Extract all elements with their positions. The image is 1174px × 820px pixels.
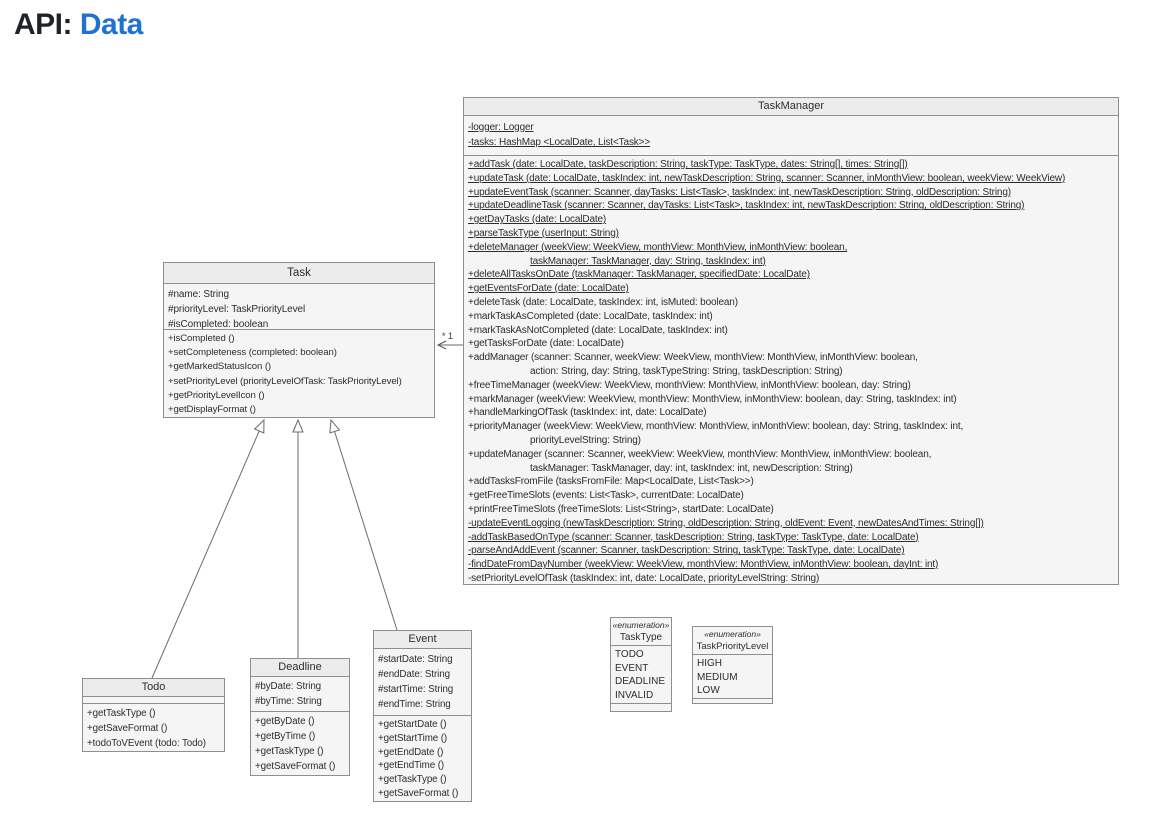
- method-row: +getPriorityLevelIcon (): [168, 389, 265, 401]
- method-row: +priorityManager (weekView: WeekView, monthView: MonthView, inMonthView: boolean, day: String, taskIndex: int,: [468, 421, 964, 433]
- method-row: +getStartTime (): [378, 732, 448, 744]
- method-row: +getFreeTimeSlots (events: List<Task>, currentDate: LocalDate): [468, 490, 744, 502]
- enum-tasktype: [610, 617, 672, 712]
- enum-value: HIGH: [697, 658, 722, 669]
- enum-tasktype-values: [611, 646, 671, 704]
- method-row: +getTaskType (): [87, 708, 156, 719]
- page-title-prefix: API:: [14, 8, 72, 41]
- method-row: +getEventsForDate (date: LocalDate): [468, 283, 629, 295]
- method-row: -parseAndAddEvent (scanner: Scanner, taskDescription: String, taskType: TaskType, date: LocalDate): [468, 545, 905, 557]
- method-row: +addTask (date: LocalDate, taskDescription: String, taskType: TaskType, dates: String[], times: String[]): [468, 159, 908, 170]
- method-row: +getByTime (): [255, 731, 316, 742]
- enum-taskprioritylevel: [692, 626, 773, 704]
- attribute-row: -logger: Logger: [468, 122, 534, 133]
- method-row: taskManager: TaskManager, day: int, taskIndex: int, newDescription: String): [530, 462, 853, 474]
- class-taskmanager-attributes: [464, 116, 1118, 156]
- enum-value: INVALID: [615, 689, 654, 701]
- attribute-row: #endDate: String: [378, 669, 450, 680]
- enum-tasktype-footer: [611, 704, 671, 712]
- method-row: +setPriorityLevel (priorityLevelOfTask: TaskPriorityLevel): [168, 375, 402, 387]
- class-taskmanager-name: TaskManager: [464, 98, 1118, 116]
- class-taskmanager-methods: [464, 156, 1118, 585]
- enum-value: EVENT: [615, 662, 649, 674]
- method-row: +getSaveFormat (): [87, 723, 168, 734]
- method-row: -addTaskBasedOnType (scanner: Scanner, taskDescription: String, taskType: TaskType, date: LocalDate): [468, 531, 919, 543]
- method-row: taskManager: TaskManager, day: String, taskIndex: int): [530, 255, 766, 267]
- method-row: +deleteAllTasksOnDate (taskManager: TaskManager, specifiedDate: LocalDate): [468, 269, 810, 281]
- method-row: +getByDate (): [255, 716, 315, 727]
- enum-value: TODO: [615, 649, 644, 660]
- association-multiplicity-label: * 1: [442, 331, 454, 341]
- method-row: +todoToVEvent (todo: Todo): [87, 738, 206, 749]
- class-event-name: Event: [374, 631, 471, 649]
- attribute-row: #byDate: String: [255, 681, 322, 692]
- enum-value: MEDIUM: [697, 671, 738, 683]
- method-row: +updateDeadlineTask (scanner: Scanner, dayTasks: List<Task>, taskIndex: int, newTaskDescription: String, oldDescription: String): [468, 200, 1025, 212]
- method-row: +getSaveFormat (): [378, 787, 459, 799]
- class-task-name: Task: [164, 263, 434, 284]
- class-event: [373, 630, 472, 802]
- enum-value: LOW: [697, 685, 720, 696]
- method-row: +markTaskAsCompleted (date: LocalDate, taskIndex: int): [468, 310, 713, 322]
- enum-value: DEADLINE: [615, 676, 666, 687]
- method-row: action: String, day: String, taskTypeString: String, taskDescription: String): [530, 365, 843, 377]
- class-task-methods: [164, 330, 434, 417]
- method-row: +deleteManager (weekView: WeekView, monthView: MonthView, inMonthView: boolean,: [468, 241, 848, 253]
- attribute-row: -tasks: HashMap <LocalDate, List<Task>>: [468, 137, 651, 148]
- class-deadline-attributes: [251, 677, 349, 712]
- class-deadline-methods: [251, 712, 349, 774]
- method-row: +addManager (scanner: Scanner, weekView: WeekView, monthView: MonthView, inMonthView: boolean,: [468, 352, 918, 364]
- attribute-row: #isCompleted: boolean: [168, 318, 269, 330]
- class-deadline-name: Deadline: [251, 659, 349, 677]
- method-row: +updateManager (scanner: Scanner, weekView: WeekView, monthView: MonthView, inMonthView: boolean,: [468, 448, 932, 460]
- method-row: -updateEventLogging (newTaskDescription: String, oldDescription: String, oldEvent: Event, newDatesAndTimes: String[]): [468, 517, 984, 529]
- enum-stereotype: «enumeration»: [704, 629, 761, 639]
- class-task-attributes: [164, 284, 434, 330]
- method-row: +updateTask (date: LocalDate, taskIndex: int, newTaskDescription: String, scanner: Scanner, inMonthView: boolean, weekView: WeekView): [468, 172, 1066, 184]
- method-row: +printFreeTimeSlots (freeTimeSlots: List<String>, startDate: LocalDate): [468, 503, 774, 515]
- method-row: -setPriorityLevelOfTask (taskIndex: int, date: LocalDate, priorityLevelString: String): [468, 572, 820, 584]
- method-row: +addTasksFromFile (tasksFromFile: Map<LocalDate, List<Task>>): [468, 476, 754, 488]
- enum-taskprioritylevel-name: TaskPriorityLevel: [696, 641, 769, 652]
- method-row: +getEndDate (): [378, 746, 444, 758]
- method-row: +getEndTime (): [378, 760, 445, 772]
- enum-tasktype-name: TaskType: [619, 632, 663, 643]
- method-row: +getSaveFormat (): [255, 761, 336, 772]
- attribute-row: #priorityLevel: TaskPriorityLevel: [168, 303, 306, 315]
- method-row: priorityLevelString: String): [530, 434, 641, 446]
- method-row: +getStartDate (): [378, 719, 447, 730]
- attribute-row: #startDate: String: [378, 654, 453, 665]
- method-row: +getTasksForDate (date: LocalDate): [468, 338, 624, 350]
- enum-taskprioritylevel-values: [693, 655, 772, 699]
- enum-tasktype-header: [611, 618, 671, 646]
- generalization-event-task: [331, 420, 397, 630]
- attribute-row: #startTime: String: [378, 684, 454, 695]
- method-row: +updateEventTask (scanner: Scanner, dayTasks: List<Task>, taskIndex: int, newTaskDescription: String, oldDescription: String): [468, 186, 1011, 198]
- method-row: +markManager (weekView: WeekView, monthView: MonthView, inMonthView: boolean, day: String, taskIndex: int): [468, 393, 957, 405]
- method-row: +getDisplayFormat (): [168, 404, 256, 416]
- method-row: +handleMarkingOfTask (taskIndex: int, date: LocalDate): [468, 407, 707, 419]
- enum-taskprioritylevel-footer: [693, 699, 772, 704]
- method-row: +deleteTask (date: LocalDate, taskIndex: int, isMuted: boolean): [468, 296, 738, 308]
- method-row: +getTaskType (): [255, 746, 324, 757]
- method-row: +parseTaskType (userInput: String): [468, 227, 619, 239]
- attribute-row: #endTime: String: [378, 699, 451, 710]
- attribute-row: #byTime: String: [255, 696, 322, 707]
- class-task: [163, 262, 435, 418]
- class-todo: [82, 678, 225, 752]
- class-todo-attributes: [83, 697, 224, 704]
- class-taskmanager: [463, 97, 1119, 585]
- attribute-row: #name: String: [168, 289, 229, 300]
- generalization-todo-task: [152, 420, 264, 678]
- method-row: +getMarkedStatusIcon (): [168, 361, 272, 373]
- class-event-attributes: [374, 649, 471, 716]
- method-row: +getTaskType (): [378, 774, 447, 786]
- class-todo-name: Todo: [83, 679, 224, 697]
- method-row: +setCompleteness (completed: boolean): [168, 347, 337, 359]
- page-title-highlight: Data: [79, 8, 143, 41]
- method-row: +getDayTasks (date: LocalDate): [468, 214, 607, 226]
- method-row: -findDateFromDayNumber (weekView: WeekView, monthView: MonthView, inMonthView: boolean, dayInt: int): [468, 559, 939, 571]
- class-event-methods: [374, 716, 471, 801]
- enum-taskprioritylevel-header: [693, 627, 772, 655]
- class-deadline: [250, 658, 350, 776]
- class-todo-methods: [83, 704, 224, 751]
- method-row: +markTaskAsNotCompleted (date: LocalDate, taskIndex: int): [468, 324, 728, 336]
- enum-stereotype: «enumeration»: [612, 620, 670, 630]
- method-row: +isCompleted (): [168, 333, 235, 344]
- method-row: +freeTimeManager (weekView: WeekView, monthView: MonthView, inMonthView: boolean, day: String): [468, 379, 911, 391]
